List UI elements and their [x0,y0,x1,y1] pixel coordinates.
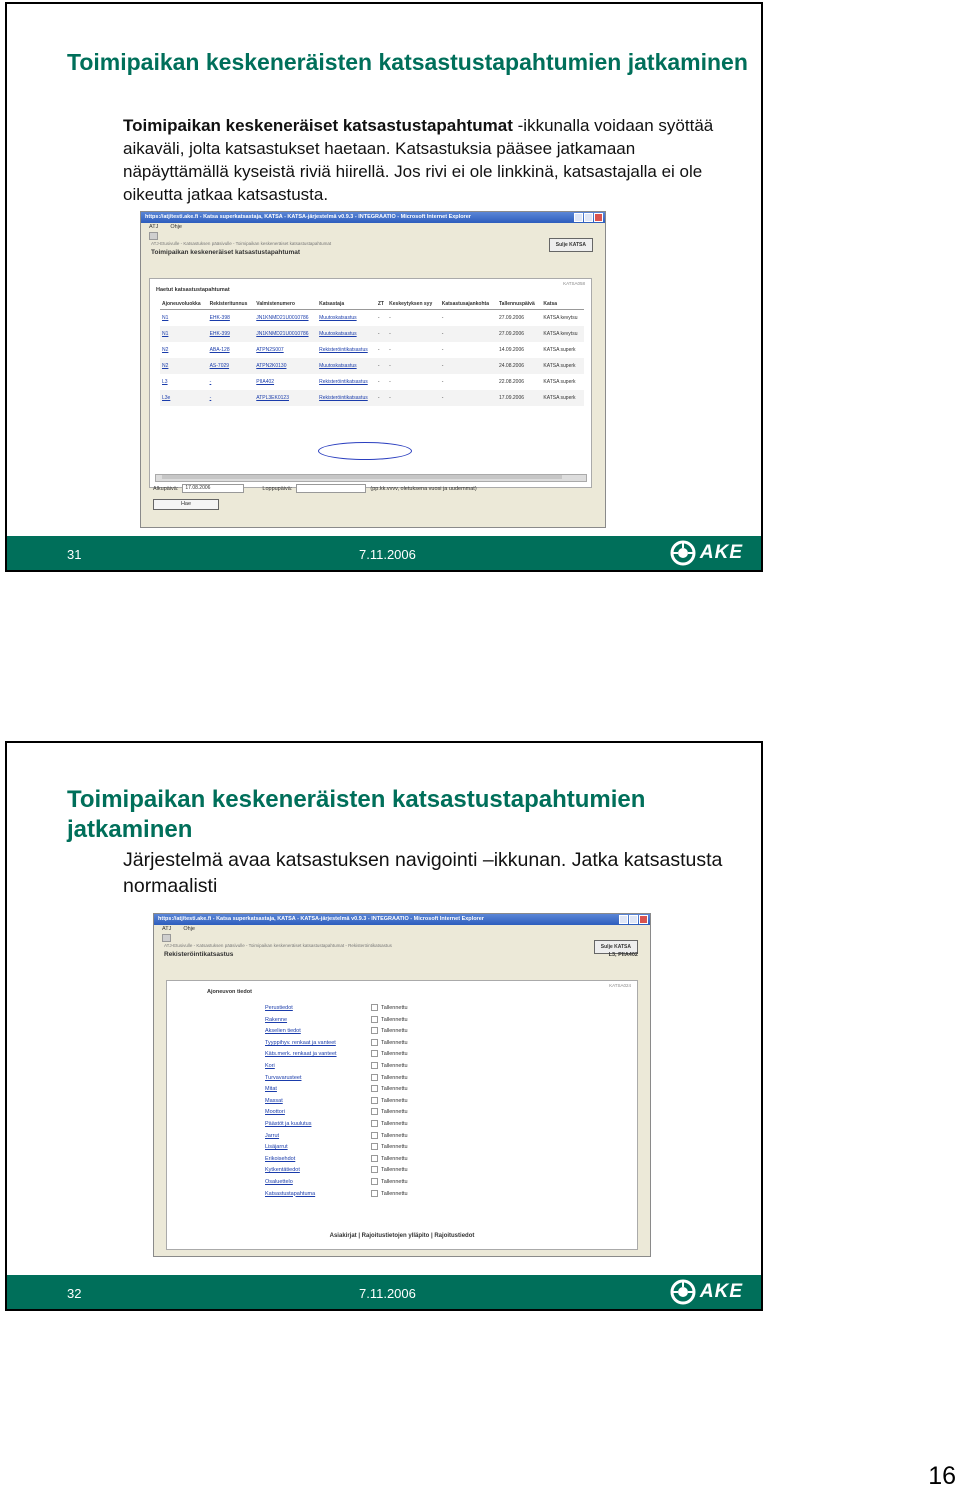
list-item [265,1142,525,1154]
back-icon[interactable] [149,232,158,240]
body-text: -ikkunalla voidaan syöttää aikaväli, jolta katsastukset haetaan. Katsastuksia pääsee jatkamaan näpäyttämällä kyseistä riviä hiirellä. Jos rivi ei ole linkkinä, katsastajalla ei ole oikeutta jatkaa katsastusta. [123,116,714,204]
nav-link[interactable]: Massat [265,1097,283,1104]
column-header[interactable]: ZT [376,299,387,310]
table-cell[interactable]: ABA-128 [209,347,230,353]
table-row[interactable] [160,390,584,406]
list-item [265,1073,525,1085]
slide-date: 7.11.2006 [359,547,416,562]
table-cell[interactable]: N2 [162,347,169,353]
saved-label: Tallennettu [381,1039,408,1046]
table-cell: 17.09.2006 [497,390,541,406]
saved-checkbox [371,1166,378,1173]
panel-title: Haetut katsastustapahtumat [156,287,230,293]
column-header[interactable]: Katsastaja [317,299,376,310]
menu-bar [154,925,650,934]
window-titlebar [154,914,650,925]
list-item [265,1189,525,1201]
saved-checkbox [371,1050,378,1057]
horizontal-scrollbar[interactable] [155,474,587,482]
table-cell[interactable]: Rekisteröintikatsastus [319,379,368,385]
slide-title: Toimipaikan keskeneräisten katsastustapahtumien jatkaminen [67,786,646,843]
saved-status [371,1131,408,1143]
table-cell[interactable]: ATPN2K0130 [254,358,317,374]
results-table [160,299,584,406]
table-cell[interactable]: JN1KNMD21U0010786 [254,326,317,342]
saved-label: Tallennettu [381,1062,408,1069]
list-item [265,1026,525,1038]
slide-number: 31 [67,547,82,562]
saved-checkbox [371,1143,378,1150]
table-cell[interactable]: N1 [162,315,169,321]
vehicle-id: L3, PIIA402 [608,952,638,958]
table-cell[interactable]: PIIA402 [256,379,275,385]
list-item [265,1177,525,1189]
table-row[interactable] [160,342,584,358]
menu-ohje[interactable]: Ohje [170,224,182,230]
saved-status [371,1165,408,1177]
nav-link[interactable]: Akselien tiedot [265,1028,301,1035]
saved-label: Tallennettu [381,1190,408,1197]
table-cell[interactable]: ATPN2S007 [256,347,284,353]
start-date-input[interactable]: 17.08.2006 [182,484,244,493]
window-title: https://atj/testi.ake.fi - Katsa superkatsastaja, KATSA - KATSA-järjestelmä v0.9.3 - INTEGRAATIO - Microsoft Internet Explorer [158,916,484,922]
saved-checkbox [371,1178,378,1185]
screenshot-browser-window [140,211,606,528]
table-cell[interactable]: N2 [160,358,208,374]
nav-link[interactable]: Lisäjarrut [265,1144,288,1151]
results-panel [149,278,592,488]
column-header[interactable]: Tallennuspäivä [497,299,541,310]
saved-label: Tallennettu [381,1028,408,1035]
end-date-input[interactable] [296,484,366,493]
breadcrumb[interactable]: ATJ-Etusivulle - Katsastuksen pääsivulle - Toimipaikan keskeneräiset katsastustapahtumat - Rekisteröintikatsastus [164,943,392,948]
logo-text: AKE [699,1281,743,1302]
table-cell: - [387,326,440,342]
slide-32 [5,741,763,1311]
table-cell[interactable]: JN1KNMD21U0010786 [256,315,309,321]
table-cell: - [389,347,391,353]
saved-checkbox [371,1027,378,1034]
page-number: 16 [928,1462,956,1490]
nav-link[interactable]: Rakenne [265,1016,288,1023]
list-item [265,1107,525,1119]
list-item [265,1154,525,1166]
saved-status [371,1177,408,1189]
saved-status [371,1119,408,1131]
table-cell: - [440,326,497,342]
saved-status [371,1073,408,1085]
saved-status [371,1189,408,1201]
panel-code: KATSA058 [563,281,585,286]
saved-checkbox [371,1039,378,1046]
column-header[interactable]: Katsastusajankohta [440,299,497,310]
slide-title: Toimipaikan keskeneräisten katsastustapahtumien jatkaminen [67,49,748,75]
table-cell: 24.08.2006 [497,358,541,374]
maximize-icon[interactable] [629,915,638,924]
window-title: https://atj/testi.ake.fi - Katsa superkatsastaja, KATSA - KATSA-järjestelmä v0.9.3 - INTEGRAATIO - Microsoft Internet Explorer [145,214,471,220]
list-item [265,1096,525,1108]
ake-logo-icon [670,1279,696,1305]
table-cell[interactable]: Muutoskatsastus [317,326,376,342]
table-row[interactable] [160,326,584,342]
saved-label: Tallennettu [381,1074,408,1081]
table-cell[interactable]: N1 [160,326,208,342]
menu-atj[interactable]: ATJ [162,926,172,932]
close-icon[interactable] [594,213,603,222]
table-cell: 22.08.2006 [498,379,525,385]
date-range-form [153,484,477,493]
column-header[interactable]: Keskeytyksen syy [387,299,440,310]
table-cell[interactable]: Rekisteröintikatsastus [319,347,368,353]
maximize-icon[interactable] [584,213,593,222]
table-cell: - [377,315,380,321]
nav-link[interactable]: Moottori [265,1109,285,1116]
highlight-oval [318,442,412,460]
table-cell[interactable]: L3 [162,379,168,385]
table-cell: - [389,379,391,385]
saved-label: Tallennettu [381,1120,408,1127]
list-item [265,1061,525,1073]
table-cell: - [376,390,387,406]
list-item [265,1165,525,1177]
screenshot-browser-window [153,913,651,1257]
table-cell[interactable]: EHK-399 [208,326,255,342]
list-item [265,1015,525,1027]
table-cell: 27.09.2006 [498,315,525,321]
table-cell[interactable]: AS-7029 [208,358,255,374]
nav-link[interactable]: Kori [265,1062,275,1069]
slide-number: 32 [67,1286,82,1301]
list-item [265,1049,525,1061]
date-hint: (pp.kk.vvvv, oletuksena vuosi ja uudemmat) [370,485,477,492]
table-cell: - [441,347,444,353]
saved-checkbox [371,1120,378,1127]
list-item [265,1003,525,1015]
table-cell: KATSA superk [541,390,584,406]
list-item [265,1038,525,1050]
table-cell: KATSA superk [541,358,584,374]
saved-label: Tallennettu [381,1155,408,1162]
saved-status [371,1015,408,1027]
table-cell: - [440,390,497,406]
menu-ohje[interactable]: Ohje [183,926,195,932]
list-item [265,1131,525,1143]
window-titlebar [141,212,605,223]
nav-link[interactable]: Tyyppihyv. renkaat ja vanteet [265,1039,336,1046]
bottom-links[interactable]: Asiakirjat | Rajoitustietojen ylläpito | Rajoitustiedot [329,1233,475,1239]
saved-label: Tallennettu [381,1132,408,1139]
saved-status [371,1142,408,1154]
saved-label: Tallennettu [381,1005,408,1011]
saved-status [371,1107,408,1119]
nav-link[interactable]: Mitat [265,1086,277,1093]
minimize-icon[interactable] [574,213,583,222]
table-cell[interactable]: - [208,390,255,406]
saved-label: Tallennettu [381,1097,408,1104]
nav-link[interactable]: Jarrut [265,1132,280,1139]
table-cell[interactable]: ATPL3EK0123 [254,390,317,406]
table-row[interactable] [160,374,584,390]
list-item [265,1119,525,1131]
page-title-text: Toimipaikan keskeneräiset katsastustapahtumat [151,249,301,256]
breadcrumb[interactable]: ATJ-Etusivulle - Katsastuksen pääsivulle - Toimipaikan keskeneräiset katsastustapahtumat [151,241,332,246]
table-cell[interactable]: - [209,379,212,385]
table-cell: - [376,326,387,342]
end-date-label: Loppupäivä: [262,485,293,492]
saved-label: Tallennettu [381,1109,408,1116]
saved-checkbox [371,1085,378,1092]
window-controls [574,213,603,222]
nav-link[interactable]: Päästöt ja kuulutus [265,1120,312,1127]
vehicle-info-panel [166,980,638,1250]
saved-checkbox [371,1132,378,1139]
saved-status [371,1061,408,1073]
nav-link[interactable]: Perustiedot [265,1005,293,1011]
saved-status [371,1003,408,1015]
saved-status [371,1096,408,1108]
back-icon[interactable] [162,934,171,942]
saved-checkbox [371,1097,378,1104]
ake-logo [670,1278,743,1306]
table-cell[interactable]: Muutoskatsastus [317,358,376,374]
table-cell: KATSA superk [543,379,576,385]
saved-label: Tallennettu [381,1051,408,1058]
saved-checkbox [371,1190,378,1197]
table-cell[interactable]: Rekisteröintikatsastus [317,390,376,406]
table-cell: - [377,379,380,385]
panel-title: Ajoneuvon tiedot [207,989,252,995]
saved-label: Tallennettu [381,1016,408,1023]
table-cell[interactable]: Muutoskatsastus [319,315,357,321]
table-cell: - [377,347,380,353]
nav-link[interactable]: Kytkentätiedot [265,1167,300,1174]
table-cell: - [441,315,444,321]
table-cell: - [376,358,387,374]
logo-text: AKE [699,542,743,563]
column-header[interactable]: Valmistenumero [254,299,317,310]
ake-logo [670,539,743,567]
table-cell: 14.09.2006 [498,347,525,353]
panel-code: KATSA024 [609,983,631,988]
saved-checkbox [371,1062,378,1069]
nav-link[interactable]: Käts.merk. renkaat ja vanteet [265,1051,337,1058]
column-header[interactable]: Ajoneuvoluokka [160,299,208,310]
ake-logo-icon [670,540,696,566]
slide-body: Järjestelmä avaa katsastuksen navigointi –ikkunan. Jatka katsastusta normaalisti [123,849,723,897]
window-controls [619,915,648,924]
menu-bar [141,223,605,232]
close-icon[interactable] [639,915,648,924]
slide-date: 7.11.2006 [359,1286,416,1301]
table-cell[interactable]: EHK-398 [209,315,230,321]
saved-status [371,1049,408,1061]
nav-link[interactable]: Osaluettelo [265,1178,293,1185]
table-cell: - [440,358,497,374]
search-button[interactable]: Hae [153,499,219,510]
saved-label: Tallennettu [381,1178,408,1185]
slide-footer [7,536,761,570]
saved-status [371,1026,408,1038]
minimize-icon[interactable] [619,915,628,924]
nav-link[interactable]: Katsastustapahtuma [265,1190,316,1197]
table-row[interactable] [160,358,584,374]
saved-status [371,1154,408,1166]
start-date-label: Alkupäivä: [153,485,179,492]
saved-checkbox [371,1004,378,1011]
table-cell: KATSA superk [543,347,576,353]
table-row[interactable] [160,310,584,327]
saved-status [371,1084,408,1096]
table-cell: KATSA kevytsu [541,326,584,342]
nav-link[interactable]: Erikoisehdot [265,1155,296,1162]
column-header[interactable]: Katsa [541,299,584,310]
slide-body [123,114,743,206]
list-item [265,1084,525,1096]
close-katsa-button[interactable]: Sulje KATSA [594,940,638,954]
close-katsa-button[interactable]: Sulje KATSA [549,238,593,252]
table-cell: KATSA kevytsu [543,315,578,321]
column-header[interactable]: Rekisteritunnus [208,299,255,310]
saved-label: Tallennettu [381,1167,408,1174]
table-cell: - [387,358,440,374]
toolbar [141,232,605,240]
toolbar [154,934,650,942]
page-title-text: Rekisteröintikatsastus [164,951,234,958]
saved-label: Tallennettu [381,1086,408,1093]
table-cell: 27.09.2006 [497,326,541,342]
menu-atj[interactable]: ATJ [149,224,159,230]
navigation-list [265,1003,525,1200]
slide-31 [5,2,763,572]
slide-footer [7,1275,761,1309]
saved-checkbox [371,1016,378,1023]
saved-label: Tallennettu [381,1144,408,1151]
saved-checkbox [371,1074,378,1081]
scrollbar-thumb[interactable] [162,475,562,479]
table-cell: - [441,379,444,385]
saved-checkbox [371,1155,378,1162]
table-cell[interactable]: L3e [160,390,208,406]
nav-link[interactable]: Turvavarusteet [265,1074,302,1081]
saved-status [371,1038,408,1050]
body-bold-text: Toimipaikan keskeneräiset katsastustapahtumat [123,116,513,135]
saved-checkbox [371,1108,378,1115]
table-cell: - [389,315,391,321]
table-cell: - [387,390,440,406]
